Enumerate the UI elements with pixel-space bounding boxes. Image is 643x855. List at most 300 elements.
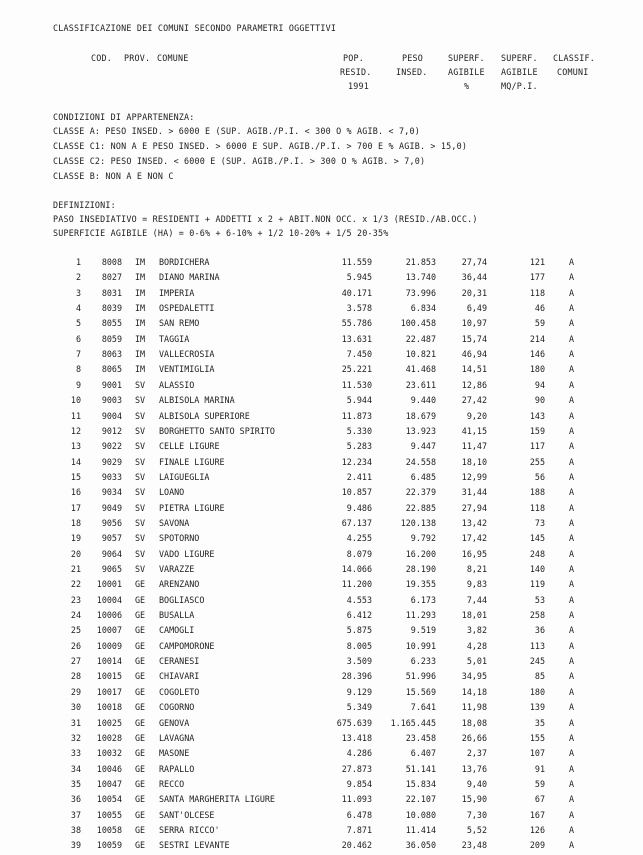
row-comune: BORDICHERA: [159, 257, 210, 267]
row-cod: 9033: [101, 471, 122, 482]
row-classif: A: [569, 809, 575, 820]
row-comune: COGORNO: [159, 702, 195, 713]
row-classif: A: [569, 579, 575, 590]
row-peso: 9.447: [410, 441, 436, 452]
row-superf-perc: 9,40: [466, 778, 487, 789]
row-comune: ALBISOLA SUPERIORE: [159, 410, 250, 421]
definition-line-peso: PASO INSEDIATIVO = RESIDENTI + ADDETTI x 2 + ABIT.NON OCC. x 1/3 (RESID./AB.OCC.): [53, 214, 478, 224]
row-peso: 100.458: [400, 318, 436, 329]
row-prov: GE: [135, 579, 146, 590]
row-prov: IM: [135, 364, 146, 375]
row-number: 26: [70, 640, 81, 651]
row-peso: 41.468: [405, 364, 436, 375]
row-number: 11: [70, 410, 81, 421]
row-cod: 10009: [96, 640, 122, 651]
row-pop: 2.411: [346, 471, 372, 482]
row-cod: 8055: [101, 318, 122, 329]
row-number: 27: [70, 656, 81, 667]
row-classif: A: [569, 763, 575, 774]
table-row: [0, 748, 643, 763]
row-superf-mq: 107: [529, 748, 545, 759]
row-comune: SAN REMO: [159, 318, 200, 329]
row-classif: A: [569, 840, 575, 851]
table-row: [0, 426, 643, 441]
row-superf-mq: 113: [529, 640, 545, 651]
row-comune: SERRA RICCO': [159, 824, 220, 835]
row-classif: A: [569, 732, 575, 743]
row-classif: A: [569, 594, 575, 605]
row-superf-perc: 11,47: [461, 441, 487, 452]
row-superf-mq: 146: [529, 349, 545, 360]
row-classif: A: [569, 333, 575, 344]
row-superf-mq: 143: [529, 410, 545, 421]
row-superf-perc: 18,08: [461, 717, 487, 728]
row-prov: SV: [135, 379, 146, 390]
row-comune: BUSALLA: [159, 610, 195, 621]
row-number: 29: [70, 686, 81, 697]
table-row: [0, 334, 643, 349]
row-peso: 9.519: [410, 625, 436, 636]
row-prov: SV: [135, 533, 146, 544]
row-superf-mq: 46: [534, 303, 545, 314]
row-cod: 10046: [96, 763, 122, 774]
row-number: 3: [75, 287, 81, 298]
row-number: 10: [70, 395, 81, 406]
row-peso: 36.050: [405, 840, 436, 851]
row-peso: 6.834: [410, 303, 436, 314]
row-superf-perc: 7,44: [466, 594, 487, 605]
row-superf-mq: 67: [534, 794, 545, 805]
row-number: 2: [75, 272, 81, 283]
row-comune: VADO LIGURE: [159, 548, 215, 559]
row-prov: IM: [135, 287, 146, 298]
row-prov: GE: [135, 824, 146, 835]
row-superf-perc: 12,86: [461, 379, 487, 390]
row-cod: 10054: [96, 794, 122, 805]
row-superf-mq: 118: [529, 287, 545, 298]
row-prov: SV: [135, 425, 146, 436]
table-row: [0, 764, 643, 779]
row-pop: 4.553: [346, 594, 372, 605]
row-superf-mq: 180: [529, 686, 545, 697]
row-classif: A: [569, 287, 575, 298]
row-superf-mq: 258: [529, 610, 545, 621]
row-classif: A: [569, 610, 575, 621]
row-classif: A: [569, 410, 575, 421]
row-cod: 8027: [101, 272, 122, 283]
row-number: 12: [70, 425, 81, 436]
row-cod: 9004: [101, 410, 122, 421]
row-pop: 25.221: [341, 364, 372, 375]
row-classif: A: [569, 441, 575, 452]
row-cod: 10007: [96, 625, 122, 636]
row-classif: A: [569, 702, 575, 713]
row-pop: 11.093: [341, 794, 372, 805]
row-prov: IM: [135, 333, 146, 344]
row-superf-mq: 155: [529, 732, 545, 743]
row-comune: SANTA MARGHERITA LIGURE: [159, 794, 275, 805]
row-prov: GE: [135, 671, 146, 682]
row-superf-mq: 245: [529, 656, 545, 667]
row-superf-perc: 27,94: [461, 502, 487, 513]
table-row: [0, 549, 643, 564]
table-row: [0, 733, 643, 748]
row-prov: IM: [135, 272, 146, 283]
row-pop: 675.639: [336, 717, 372, 728]
row-cod: 9065: [101, 564, 122, 574]
row-superf-perc: 46,94: [461, 349, 487, 360]
row-cod: 9034: [101, 487, 122, 498]
row-cod: 9029: [101, 456, 122, 467]
row-peso: 22.107: [405, 794, 436, 805]
table-row: [0, 518, 643, 533]
row-peso: 21.853: [405, 257, 436, 267]
row-comune: OSPEDALETTI: [159, 303, 215, 314]
header-peso-1: PESO: [402, 53, 423, 63]
row-peso: 24.558: [405, 456, 436, 467]
row-comune: SESTRI LEVANTE: [159, 840, 230, 851]
row-pop: 4.286: [346, 748, 372, 759]
table-row: [0, 533, 643, 548]
row-prov: GE: [135, 763, 146, 774]
row-pop: 3.509: [346, 656, 372, 667]
row-number: 33: [70, 748, 81, 759]
row-peso: 22.487: [405, 333, 436, 344]
row-classif: A: [569, 778, 575, 789]
table-row: [0, 656, 643, 671]
table-row: [0, 503, 643, 518]
row-classif: A: [569, 303, 575, 314]
row-pop: 11.530: [341, 379, 372, 390]
row-pop: 9.854: [346, 778, 372, 789]
row-number: 18: [70, 517, 81, 528]
row-prov: IM: [135, 303, 146, 314]
table-row: [0, 718, 643, 733]
row-number: 25: [70, 625, 81, 636]
header-prov: PROV.: [124, 53, 151, 63]
row-prov: GE: [135, 610, 146, 621]
row-superf-mq: 248: [529, 548, 545, 559]
row-cod: 9056: [101, 517, 122, 528]
table-row: [0, 288, 643, 303]
row-classif: A: [569, 564, 575, 574]
row-prov: SV: [135, 502, 146, 513]
row-comune: VALLECROSIA: [159, 349, 215, 360]
row-classif: A: [569, 379, 575, 390]
row-pop: 7.450: [346, 349, 372, 360]
condition-line-a: CLASSE A: PESO INSED. > 6000 E (SUP. AGIB./P.I. < 300 O % AGIB. < 7,0): [53, 126, 420, 136]
row-superf-perc: 14,51: [461, 364, 487, 375]
row-number: 20: [70, 548, 81, 559]
table-row: [0, 825, 643, 840]
row-classif: A: [569, 686, 575, 697]
row-peso: 51.141: [405, 763, 436, 774]
row-cod: 10017: [96, 686, 122, 697]
row-cod: 8063: [101, 349, 122, 360]
row-superf-perc: 27,42: [461, 395, 487, 406]
row-superf-mq: 85: [534, 671, 545, 682]
row-number: 35: [70, 778, 81, 789]
row-comune: CAMOGLI: [159, 625, 195, 636]
row-cod: 8031: [101, 287, 122, 298]
row-number: 4: [75, 303, 81, 314]
row-prov: IM: [135, 318, 146, 329]
row-peso: 73.996: [405, 287, 436, 298]
table-row: [0, 472, 643, 487]
row-pop: 5.330: [346, 425, 372, 436]
row-comune: IMPERIA: [159, 287, 195, 298]
row-classif: A: [569, 502, 575, 513]
table-row: [0, 272, 643, 287]
row-cod: 10025: [96, 717, 122, 728]
table-row: [0, 364, 643, 379]
row-classif: A: [569, 257, 575, 267]
row-superf-mq: 140: [529, 564, 545, 574]
row-pop: 11.559: [341, 257, 372, 267]
row-comune: VENTIMIGLIA: [159, 364, 215, 375]
header-pop-2: RESID.: [340, 67, 372, 77]
table-row: [0, 380, 643, 395]
row-classif: A: [569, 671, 575, 682]
row-comune: LAIGUEGLIA: [159, 471, 210, 482]
row-superf-perc: 34,95: [461, 671, 487, 682]
row-peso: 13.740: [405, 272, 436, 283]
row-superf-mq: 188: [529, 487, 545, 498]
definition-line-superficie: SUPERFICIE AGIBILE (HA) = 0-6% + 6-10% + 1/2 10-20% + 1/5 20-35%: [53, 228, 389, 238]
row-cod: 10058: [96, 824, 122, 835]
row-superf-perc: 15,74: [461, 333, 487, 344]
row-superf-perc: 7,30: [466, 809, 487, 820]
row-superf-perc: 5,01: [466, 656, 487, 667]
row-comune: RECCO: [159, 778, 185, 789]
row-comune: RAPALLO: [159, 763, 195, 774]
row-prov: IM: [135, 257, 146, 267]
row-prov: GE: [135, 748, 146, 759]
row-number: 9: [75, 379, 81, 390]
row-comune: CAMPOMORONE: [159, 640, 215, 651]
row-peso: 28.190: [405, 564, 436, 574]
row-pop: 9.486: [346, 502, 372, 513]
row-superf-mq: 94: [534, 379, 545, 390]
row-cod: 9057: [101, 533, 122, 544]
row-pop: 20.462: [341, 840, 372, 851]
table-row: [0, 564, 643, 579]
row-classif: A: [569, 272, 575, 283]
row-cod: 10059: [96, 840, 122, 851]
table-row: [0, 641, 643, 656]
row-superf-perc: 41,15: [461, 425, 487, 436]
row-pop: 7.871: [346, 824, 372, 835]
row-superf-perc: 12,99: [461, 471, 487, 482]
row-cod: 10004: [96, 594, 122, 605]
row-superf-perc: 27,74: [461, 257, 487, 267]
row-superf-mq: 36: [534, 625, 545, 636]
row-superf-perc: 20,31: [461, 287, 487, 298]
row-pop: 6.412: [346, 610, 372, 621]
table-row: [0, 794, 643, 809]
row-cod: 9001: [101, 379, 122, 390]
row-prov: SV: [135, 441, 146, 452]
row-prov: GE: [135, 794, 146, 805]
header-classif-2: COMUNI: [557, 67, 589, 77]
row-comune: ARENZANO: [159, 579, 200, 590]
row-superf-perc: 18,01: [461, 610, 487, 621]
header-superf-mq-3: MQ/P.I.: [501, 81, 538, 91]
table-row: [0, 671, 643, 686]
row-cod: 10032: [96, 748, 122, 759]
row-comune: CHIAVARI: [159, 671, 200, 682]
conditions-heading: CONDIZIONI DI APPARTENENZA:: [53, 112, 195, 122]
row-pop: 27.873: [341, 763, 372, 774]
row-comune: ALASSIO: [159, 379, 195, 390]
table-row: [0, 595, 643, 610]
row-pop: 6.478: [346, 809, 372, 820]
row-comune: CELLE LIGURE: [159, 441, 220, 452]
row-prov: GE: [135, 656, 146, 667]
row-superf-perc: 6,49: [466, 303, 487, 314]
row-peso: 16.200: [405, 548, 436, 559]
row-classif: A: [569, 824, 575, 835]
table-row: [0, 303, 643, 318]
row-classif: A: [569, 471, 575, 482]
row-classif: A: [569, 349, 575, 360]
table-row: [0, 779, 643, 794]
row-peso: 51.996: [405, 671, 436, 682]
row-superf-mq: 255: [529, 456, 545, 467]
row-pop: 55.786: [341, 318, 372, 329]
row-prov: GE: [135, 625, 146, 636]
row-superf-mq: 177: [529, 272, 545, 283]
condition-line-b: CLASSE B: NON A E NON C: [53, 171, 174, 181]
table-row: [0, 579, 643, 594]
table-row: [0, 687, 643, 702]
row-pop: 11.873: [341, 410, 372, 421]
row-superf-perc: 4,28: [466, 640, 487, 651]
row-comune: GENOVA: [159, 717, 190, 728]
row-pop: 5.349: [346, 702, 372, 713]
header-superf-2: AGIBILE: [448, 67, 485, 77]
row-superf-perc: 15,90: [461, 794, 487, 805]
row-peso: 19.355: [405, 579, 436, 590]
row-classif: A: [569, 425, 575, 436]
row-superf-perc: 31,44: [461, 487, 487, 498]
row-superf-perc: 23,48: [461, 840, 487, 851]
row-comune: LOANO: [159, 487, 185, 498]
row-pop: 28.396: [341, 671, 372, 682]
row-superf-perc: 11,98: [461, 702, 487, 713]
row-classif: A: [569, 395, 575, 406]
row-cod: 9012: [101, 425, 122, 436]
row-cod: 10055: [96, 809, 122, 820]
header-superf-3: %: [464, 81, 470, 91]
row-superf-mq: 35: [534, 717, 545, 728]
row-cod: 10047: [96, 778, 122, 789]
row-prov: SV: [135, 548, 146, 559]
row-prov: SV: [135, 487, 146, 498]
row-cod: 9022: [101, 441, 122, 452]
row-comune: SAVONA: [159, 517, 190, 528]
row-peso: 23.458: [405, 732, 436, 743]
table-row: [0, 411, 643, 426]
row-peso: 11.293: [405, 610, 436, 621]
row-number: 38: [70, 824, 81, 835]
row-number: 31: [70, 717, 81, 728]
row-peso: 13.923: [405, 425, 436, 436]
row-number: 13: [70, 441, 81, 452]
row-prov: GE: [135, 702, 146, 713]
header-superf-mq-2: AGIBILE: [501, 67, 538, 77]
row-pop: 5.283: [346, 441, 372, 452]
row-classif: A: [569, 656, 575, 667]
row-superf-perc: 18,10: [461, 456, 487, 467]
row-peso: 120.138: [400, 517, 436, 528]
row-superf-mq: 53: [534, 594, 545, 605]
row-cod: 10014: [96, 656, 122, 667]
table-row: [0, 610, 643, 625]
table-row: [0, 702, 643, 717]
table-row: [0, 840, 643, 855]
row-superf-perc: 13,42: [461, 517, 487, 528]
row-cod: 8008: [101, 257, 122, 267]
row-prov: SV: [135, 564, 146, 574]
header-superf-mq-1: SUPERF.: [501, 53, 538, 63]
row-comune: DIANO MARINA: [159, 272, 220, 283]
row-superf-perc: 9,83: [466, 579, 487, 590]
header-superf-1: SUPERF.: [448, 53, 485, 63]
row-peso: 15.834: [405, 778, 436, 789]
table-row: [0, 810, 643, 825]
row-superf-perc: 9,20: [466, 410, 487, 421]
row-number: 30: [70, 702, 81, 713]
row-pop: 40.171: [341, 287, 372, 298]
row-prov: SV: [135, 517, 146, 528]
row-number: 6: [75, 333, 81, 344]
row-pop: 3.578: [346, 303, 372, 314]
header-cod: COD.: [91, 53, 112, 63]
row-comune: VARAZZE: [159, 564, 195, 574]
row-peso: 15.569: [405, 686, 436, 697]
row-superf-mq: 59: [534, 778, 545, 789]
row-superf-perc: 8,21: [466, 564, 487, 574]
row-prov: IM: [135, 349, 146, 360]
row-pop: 12.234: [341, 456, 372, 467]
row-cod: 10001: [96, 579, 122, 590]
row-pop: 8.079: [346, 548, 372, 559]
row-prov: GE: [135, 778, 146, 789]
row-superf-perc: 36,44: [461, 272, 487, 283]
row-peso: 9.440: [410, 395, 436, 406]
row-peso: 6.407: [410, 748, 436, 759]
row-superf-mq: 118: [529, 502, 545, 513]
row-prov: GE: [135, 840, 146, 851]
row-comune: COGOLETO: [159, 686, 200, 697]
row-cod: 9064: [101, 548, 122, 559]
row-classif: A: [569, 318, 575, 329]
row-comune: BORGHETTO SANTO SPIRITO: [159, 425, 275, 436]
definitions-heading: DEFINIZIONI:: [53, 200, 116, 210]
row-classif: A: [569, 487, 575, 498]
row-superf-mq: 167: [529, 809, 545, 820]
row-classif: A: [569, 548, 575, 559]
row-pop: 10.857: [341, 487, 372, 498]
row-number: 1: [75, 257, 81, 267]
row-superf-perc: 16,95: [461, 548, 487, 559]
row-superf-perc: 14,18: [461, 686, 487, 697]
row-classif: A: [569, 640, 575, 651]
row-peso: 6.173: [410, 594, 436, 605]
row-classif: A: [569, 794, 575, 805]
row-cod: 8065: [101, 364, 122, 375]
